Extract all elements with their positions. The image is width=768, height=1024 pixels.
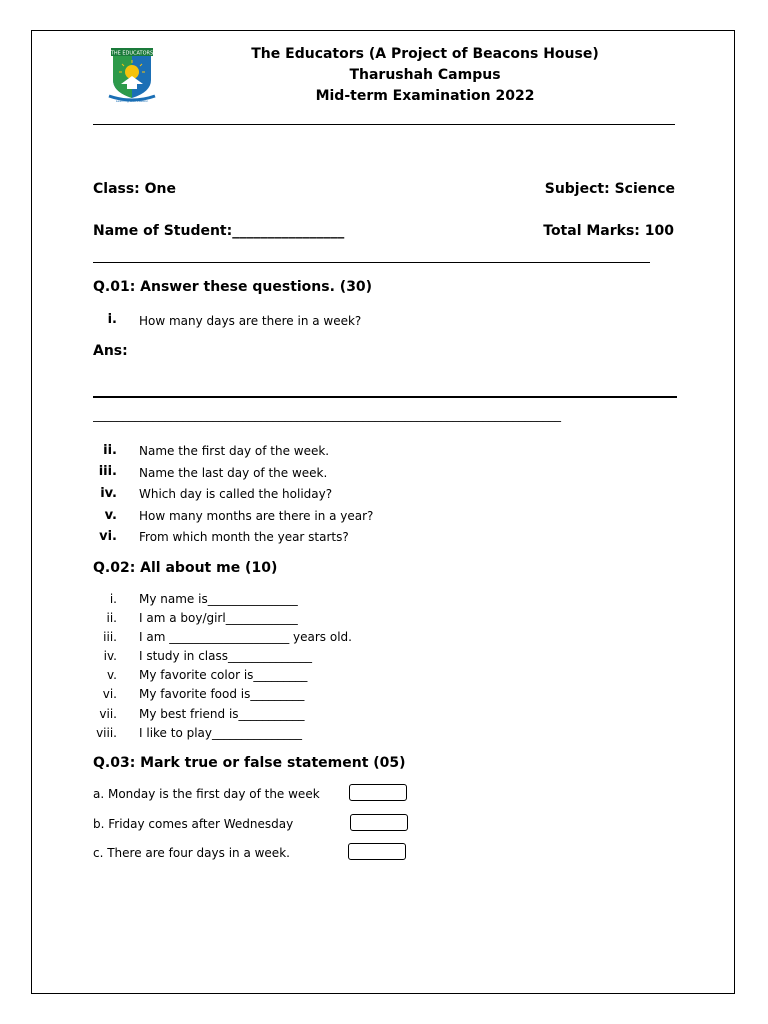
q1-item-number: i.: [107, 312, 117, 327]
q3-statement: b. Friday comes after Wednesday: [93, 817, 294, 831]
answer-line-1[interactable]: [93, 396, 677, 398]
q1-title: Q.01: Answer these questions. (30): [93, 279, 373, 295]
svg-text:THE EDUCATORS: THE EDUCATORS: [110, 50, 154, 57]
q2-item-number: ii.: [106, 611, 117, 625]
q2-item-number: v.: [107, 668, 117, 682]
q2-title: Q.02: All about me (10): [93, 560, 278, 576]
q2-item-number: vi.: [102, 687, 117, 701]
q1-item-number: ii.: [103, 443, 117, 458]
q2-item-number: viii.: [96, 726, 117, 740]
q2-item-text[interactable]: I study in class______________: [139, 649, 312, 663]
q1-item-number: v.: [104, 508, 117, 523]
q1-item-number: vi.: [99, 529, 117, 544]
answer-line-2[interactable]: ______________________________________________________________________________: [93, 408, 561, 422]
q2-item-text[interactable]: My favorite color is_________: [139, 668, 308, 682]
true-false-box[interactable]: [349, 784, 407, 801]
school-logo: [103, 46, 161, 104]
header-divider: [93, 124, 675, 125]
q1-item-text: Name the first day of the week.: [139, 444, 330, 458]
q2-item-number: vii.: [99, 707, 117, 721]
campus-title: Tharushah Campus: [349, 67, 501, 83]
q1-item-text: How many days are there in a week?: [139, 314, 362, 328]
q3-statement: a. Monday is the first day of the week: [93, 787, 320, 801]
q2-item-number: iii.: [103, 630, 117, 644]
svg-text:Learning with Passion: Learning with Passion: [115, 99, 149, 103]
q3-title: Q.03: Mark true or false statement (05): [93, 755, 406, 771]
q1-item-text: Which day is called the holiday?: [139, 487, 333, 501]
class-label: Class: One: [93, 181, 177, 197]
true-false-box[interactable]: [348, 843, 406, 860]
true-false-box[interactable]: [350, 814, 408, 831]
exam-title: Mid-term Examination 2022: [315, 88, 535, 104]
school-title: The Educators (A Project of Beacons House): [251, 46, 599, 62]
subject-label: Subject: Science: [544, 181, 675, 197]
q2-item-text[interactable]: My best friend is___________: [139, 707, 305, 721]
q1-item-number: iii.: [98, 464, 117, 479]
total-marks-label: Total Marks: 100: [543, 223, 674, 239]
q2-item-number: iv.: [103, 649, 117, 663]
info-divider: [93, 262, 650, 263]
q2-item-text[interactable]: My name is_______________: [139, 592, 298, 606]
q2-item-number: i.: [109, 592, 117, 606]
q1-item-text: Name the last day of the week.: [139, 466, 328, 480]
q2-item-text[interactable]: My favorite food is_________: [139, 687, 305, 701]
q2-item-text[interactable]: I am a boy/girl____________: [139, 611, 298, 625]
q2-item-text[interactable]: I like to play_______________: [139, 726, 303, 740]
q1-item-number: iv.: [100, 486, 117, 501]
q1-item-text: From which month the year starts?: [139, 530, 349, 544]
q3-statement: c. There are four days in a week.: [93, 846, 290, 860]
answer-label: Ans:: [93, 343, 128, 359]
student-name-field[interactable]: Name of Student:________________: [93, 223, 345, 239]
q2-item-text[interactable]: I am ____________________ years old.: [139, 630, 352, 644]
q1-item-text: How many months are there in a year?: [139, 509, 374, 523]
